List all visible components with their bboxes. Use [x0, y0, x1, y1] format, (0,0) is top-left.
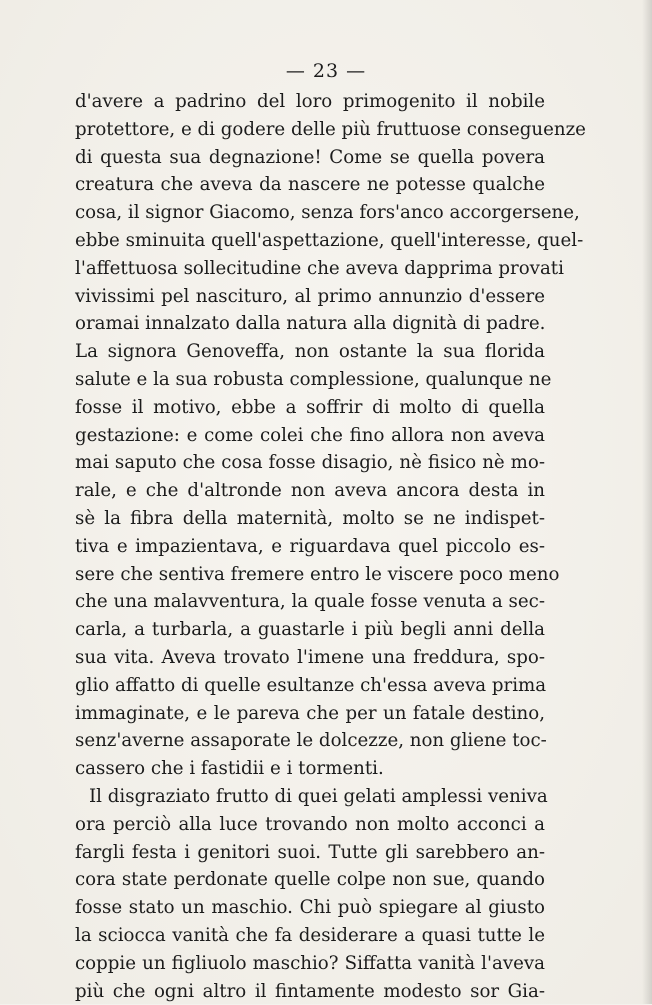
text-line: protettore, e di godere delle più fruttuose conseguenze — [75, 116, 545, 144]
text-line: mai saputo che cosa fosse disagio, nè fisico nè mo- — [75, 449, 545, 477]
text-line: più che ogni altro il fintamente modesto sor Gia- — [75, 978, 545, 1005]
text-line: carla, a turbarla, a guastarle i più begli anni della — [75, 616, 545, 644]
text-line: immaginate, e le pareva che per un fatale destino, — [75, 700, 545, 728]
text-line: sere che sentiva fremere entro le viscere poco meno — [75, 561, 545, 589]
text-line: fosse il motivo, ebbe a soffrir di molto di quella — [75, 394, 545, 422]
text-line: di questa sua degnazione! Come se quella povera — [75, 144, 545, 172]
text-line: che una malavventura, la quale fosse venuta a sec- — [75, 588, 545, 616]
text-line: cosa, il signor Giacomo, senza fors'anco accorgersene, — [75, 199, 545, 227]
text-line: cora state perdonate quelle colpe non sue, quando — [75, 866, 545, 894]
text-line: sua vita. Aveva trovato l'imene una freddura, spo- — [75, 644, 545, 672]
text-line: glio affatto di quelle esultanze ch'essa aveva prima — [75, 672, 545, 700]
text-line: oramai innalzato dalla natura alla dignità di padre. — [75, 310, 545, 338]
text-line: sè la fibra della maternità, molto se ne indispet- — [75, 505, 545, 533]
text-line: rale, e che d'altronde non aveva ancora desta in — [75, 477, 545, 505]
text-line: coppie un figliuolo maschio? Siffatta vanità l'aveva — [75, 950, 545, 978]
text-line: ebbe sminuita quell'aspettazione, quell'interesse, quel- — [75, 227, 545, 255]
paragraph-first-line: Il disgraziato frutto di quei gelati amplessi veniva — [75, 783, 545, 811]
text-line: vivissimi pel nascituro, al primo annunzio d'essere — [75, 283, 545, 311]
text-line: La signora Genoveffa, non ostante la sua florida — [75, 338, 545, 366]
text-line: l'affettuosa sollecitudine che aveva dapprima provati — [75, 255, 545, 283]
paragraph-last-line: cassero che i fastidii e i tormenti. — [75, 755, 545, 783]
text-line: ora perciò alla luce trovando non molto acconci a — [75, 811, 545, 839]
text-line: salute e la sua robusta complessione, qualunque ne — [75, 366, 545, 394]
text-line: creatura che aveva da nascere ne potesse qualche — [75, 171, 545, 199]
text-line: fosse stato un maschio. Chi può spiegare al giusto — [75, 894, 545, 922]
body-text — [75, 88, 545, 1005]
text-line: tiva e impazientava, e riguardava quel piccolo es- — [75, 533, 545, 561]
text-line: d'avere a padrino del loro primogenito il nobile — [75, 88, 545, 116]
page-edge-shadow — [642, 0, 652, 1004]
text-line: senz'averne assaporate le dolcezze, non gliene toc- — [75, 727, 545, 755]
text-line: gestazione: e come colei che fino allora non aveva — [75, 422, 545, 450]
page-number: — 23 — — [0, 60, 652, 82]
text-line: fargli festa i genitori suoi. Tutte gli sarebbero an- — [75, 839, 545, 867]
text-line: la sciocca vanità che fa desiderare a quasi tutte le — [75, 922, 545, 950]
